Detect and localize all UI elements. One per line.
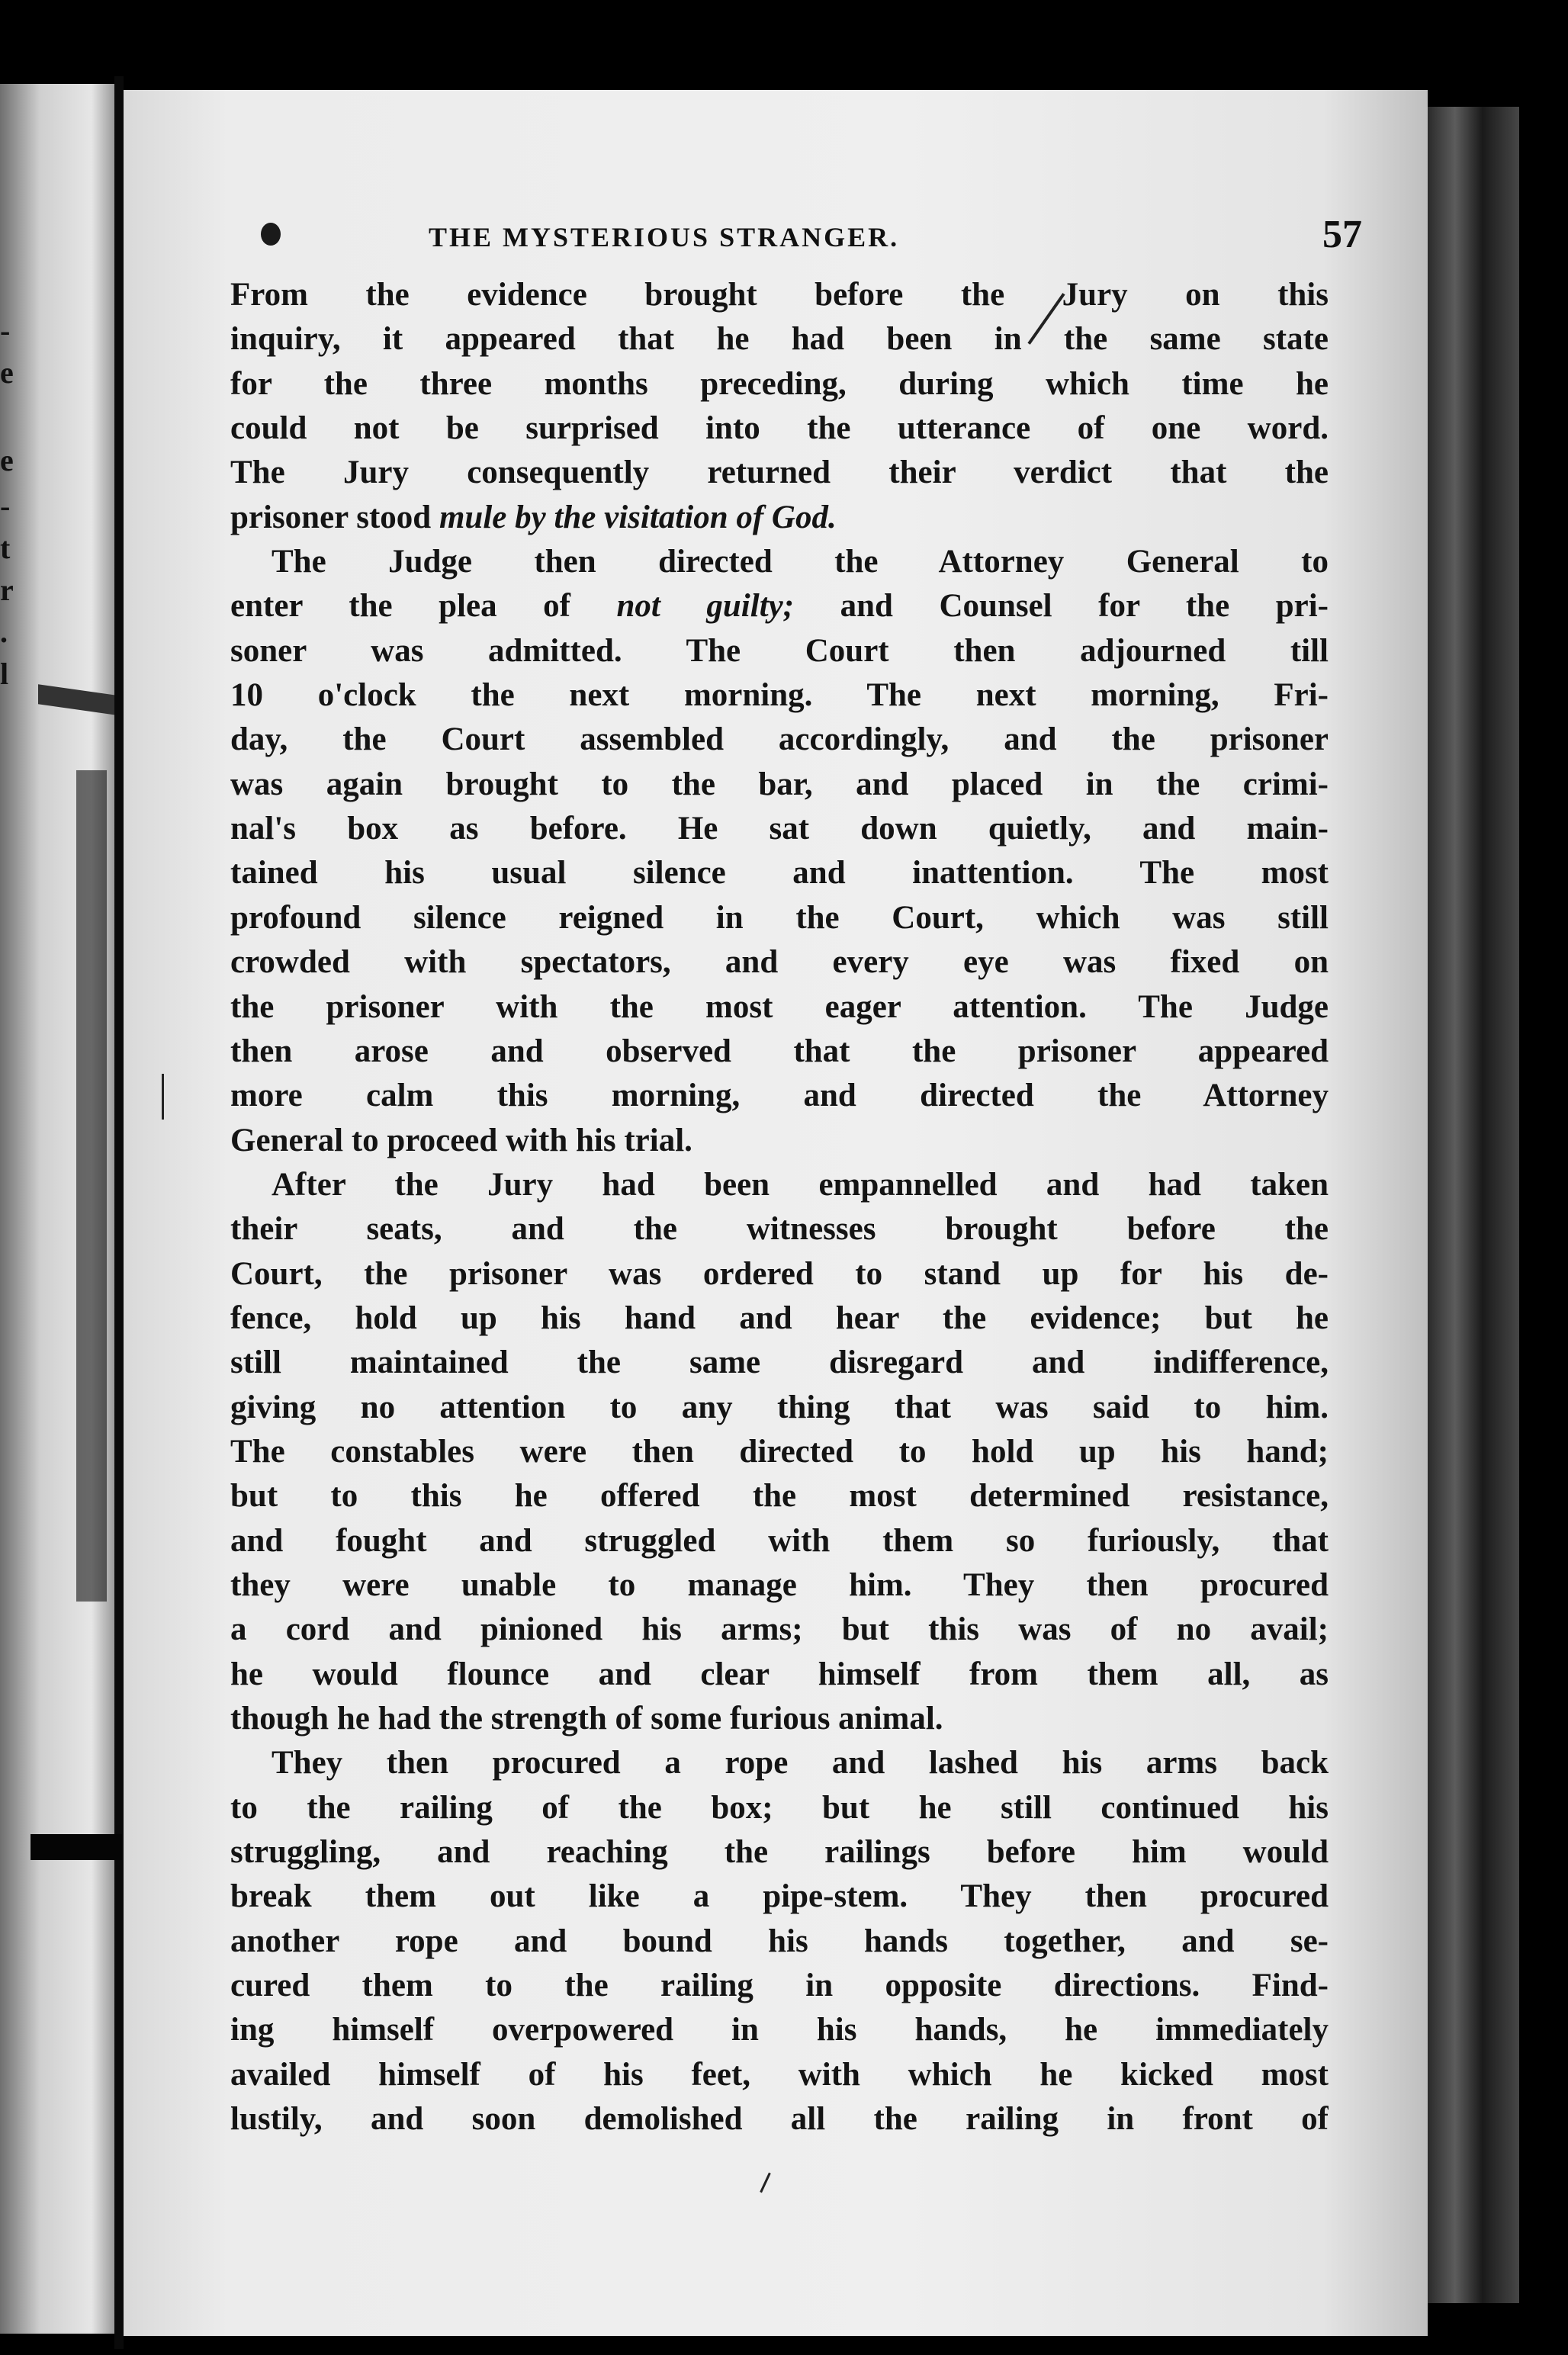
- text-line: From the evidence brought before the Jury on this: [230, 277, 1329, 313]
- text-line: availed himself of his feet, with which he kicked most: [230, 2056, 1329, 2093]
- text-line: fence, hold up his hand and hear the evidence; but he: [230, 1300, 1329, 1336]
- gutter-binding-mark: [31, 1834, 122, 1860]
- running-head: THE MYSTERIOUS STRANGER.: [429, 222, 900, 252]
- margin-char: -: [0, 489, 11, 523]
- italic-run: mule by the visitation of God.: [439, 499, 837, 535]
- text-line: lustily, and soon demolished all the railing in front of: [230, 2101, 1329, 2138]
- margin-char: e: [0, 443, 14, 477]
- text-line: giving no attention to any thing that was said to him.: [230, 1389, 1329, 1425]
- body-text: [230, 273, 1329, 2141]
- text-line: ing himself overpowered in his hands, he immediately: [230, 2012, 1329, 2048]
- text-line: for the three months preceding, during which time he: [230, 365, 1329, 402]
- text-line: General to proceed with his trial.: [230, 1122, 692, 1158]
- page-number: 57: [1322, 213, 1362, 256]
- text-line: a cord and pinioned his arms; but this was of no avail;: [230, 1611, 1329, 1648]
- text-line: day, the Court assembled accordingly, and the prisoner: [230, 721, 1329, 758]
- text-line: and fought and struggled with them so furiously, that: [230, 1522, 1329, 1559]
- text-line: they were unable to manage him. They then procured: [230, 1566, 1329, 1603]
- paragraph: [230, 1741, 1329, 2141]
- page-stack-edge: [1428, 107, 1519, 2303]
- text-line: but to this he offered the most determined resistance,: [230, 1478, 1329, 1515]
- text-line: their seats, and the witnesses brought before the: [230, 1211, 1329, 1248]
- text-line: [230, 496, 1329, 540]
- margin-char: e: [0, 355, 14, 390]
- text-line: Court, the prisoner was ordered to stand up for his de-: [230, 1255, 1329, 1292]
- book-gutter: [114, 76, 124, 2349]
- pencil-mark: [162, 1074, 164, 1120]
- text-line: then arose and observed that the prisoner appeared: [230, 1033, 1329, 1069]
- text-line: he would flounce and clear himself from them all, as: [230, 1656, 1329, 1692]
- text-line: crowded with spectators, and every eye was fixed on: [230, 944, 1329, 981]
- italic-run: not guilty;: [616, 588, 795, 625]
- paragraph: [230, 1163, 1329, 1741]
- text-line: though he had the strength of some furious animal.: [230, 1701, 943, 1737]
- text-line: more calm this morning, and directed the Attorney: [230, 1078, 1329, 1114]
- text-line: the prisoner with the most eager attention. The Judge: [230, 988, 1329, 1025]
- book-page: [124, 90, 1428, 2336]
- text-line: tained his usual silence and inattention. The most: [230, 855, 1329, 892]
- ink-blot: [261, 223, 281, 246]
- text-line: was again brought to the bar, and placed in the crimi-: [230, 766, 1329, 802]
- text-line: The Jury consequently returned their verdict that the: [230, 455, 1329, 491]
- page-header: [261, 213, 1362, 268]
- text-line: cured them to the railing in opposite directions. Find-: [230, 1968, 1329, 2004]
- text-line: nal's box as before. He sat down quietly, and main-: [230, 811, 1329, 847]
- text-line: struggling, and reaching the railings before him would: [230, 1834, 1329, 1871]
- margin-char: .: [0, 615, 8, 649]
- text-run: and Counsel for the pri-: [794, 588, 1329, 625]
- pencil-mark: [760, 2173, 771, 2193]
- margin-char: r: [0, 573, 14, 607]
- text-line: profound silence reigned in the Court, which was still: [230, 899, 1329, 936]
- gutter-shadow: [76, 770, 107, 1602]
- text-line: [230, 584, 1329, 628]
- text-line: to the railing of the box; but he still continued his: [230, 1789, 1329, 1826]
- text-line: still maintained the same disregard and indifference,: [230, 1345, 1329, 1381]
- text-line: inquiry, it appeared that he had been in the same state: [230, 321, 1329, 358]
- text-line: They then procured a rope and lashed his arms back: [272, 1745, 1329, 1782]
- text-line: After the Jury had been empannelled and had taken: [272, 1166, 1329, 1203]
- paragraph: [230, 273, 1329, 540]
- text-line: another rope and bound his hands together, and se-: [230, 1923, 1329, 1959]
- text-line: soner was admitted. The Court then adjourned till: [230, 632, 1329, 669]
- text-line: break them out like a pipe-stem. They then procured: [230, 1878, 1329, 1915]
- margin-char: t: [0, 531, 11, 565]
- paragraph: [230, 540, 1329, 1163]
- text-line: The Judge then directed the Attorney General to: [272, 544, 1329, 580]
- text-line: 10 o'clock the next morning. The next morning, Fri-: [230, 677, 1329, 714]
- text-line: The constables were then directed to hold up his hand;: [230, 1433, 1329, 1470]
- margin-char: -: [0, 313, 11, 348]
- margin-char: l: [0, 657, 9, 691]
- text-run: enter the plea of: [230, 588, 617, 625]
- text-line: could not be surprised into the utterance of one word.: [230, 410, 1329, 447]
- text-run: prisoner stood: [230, 499, 439, 535]
